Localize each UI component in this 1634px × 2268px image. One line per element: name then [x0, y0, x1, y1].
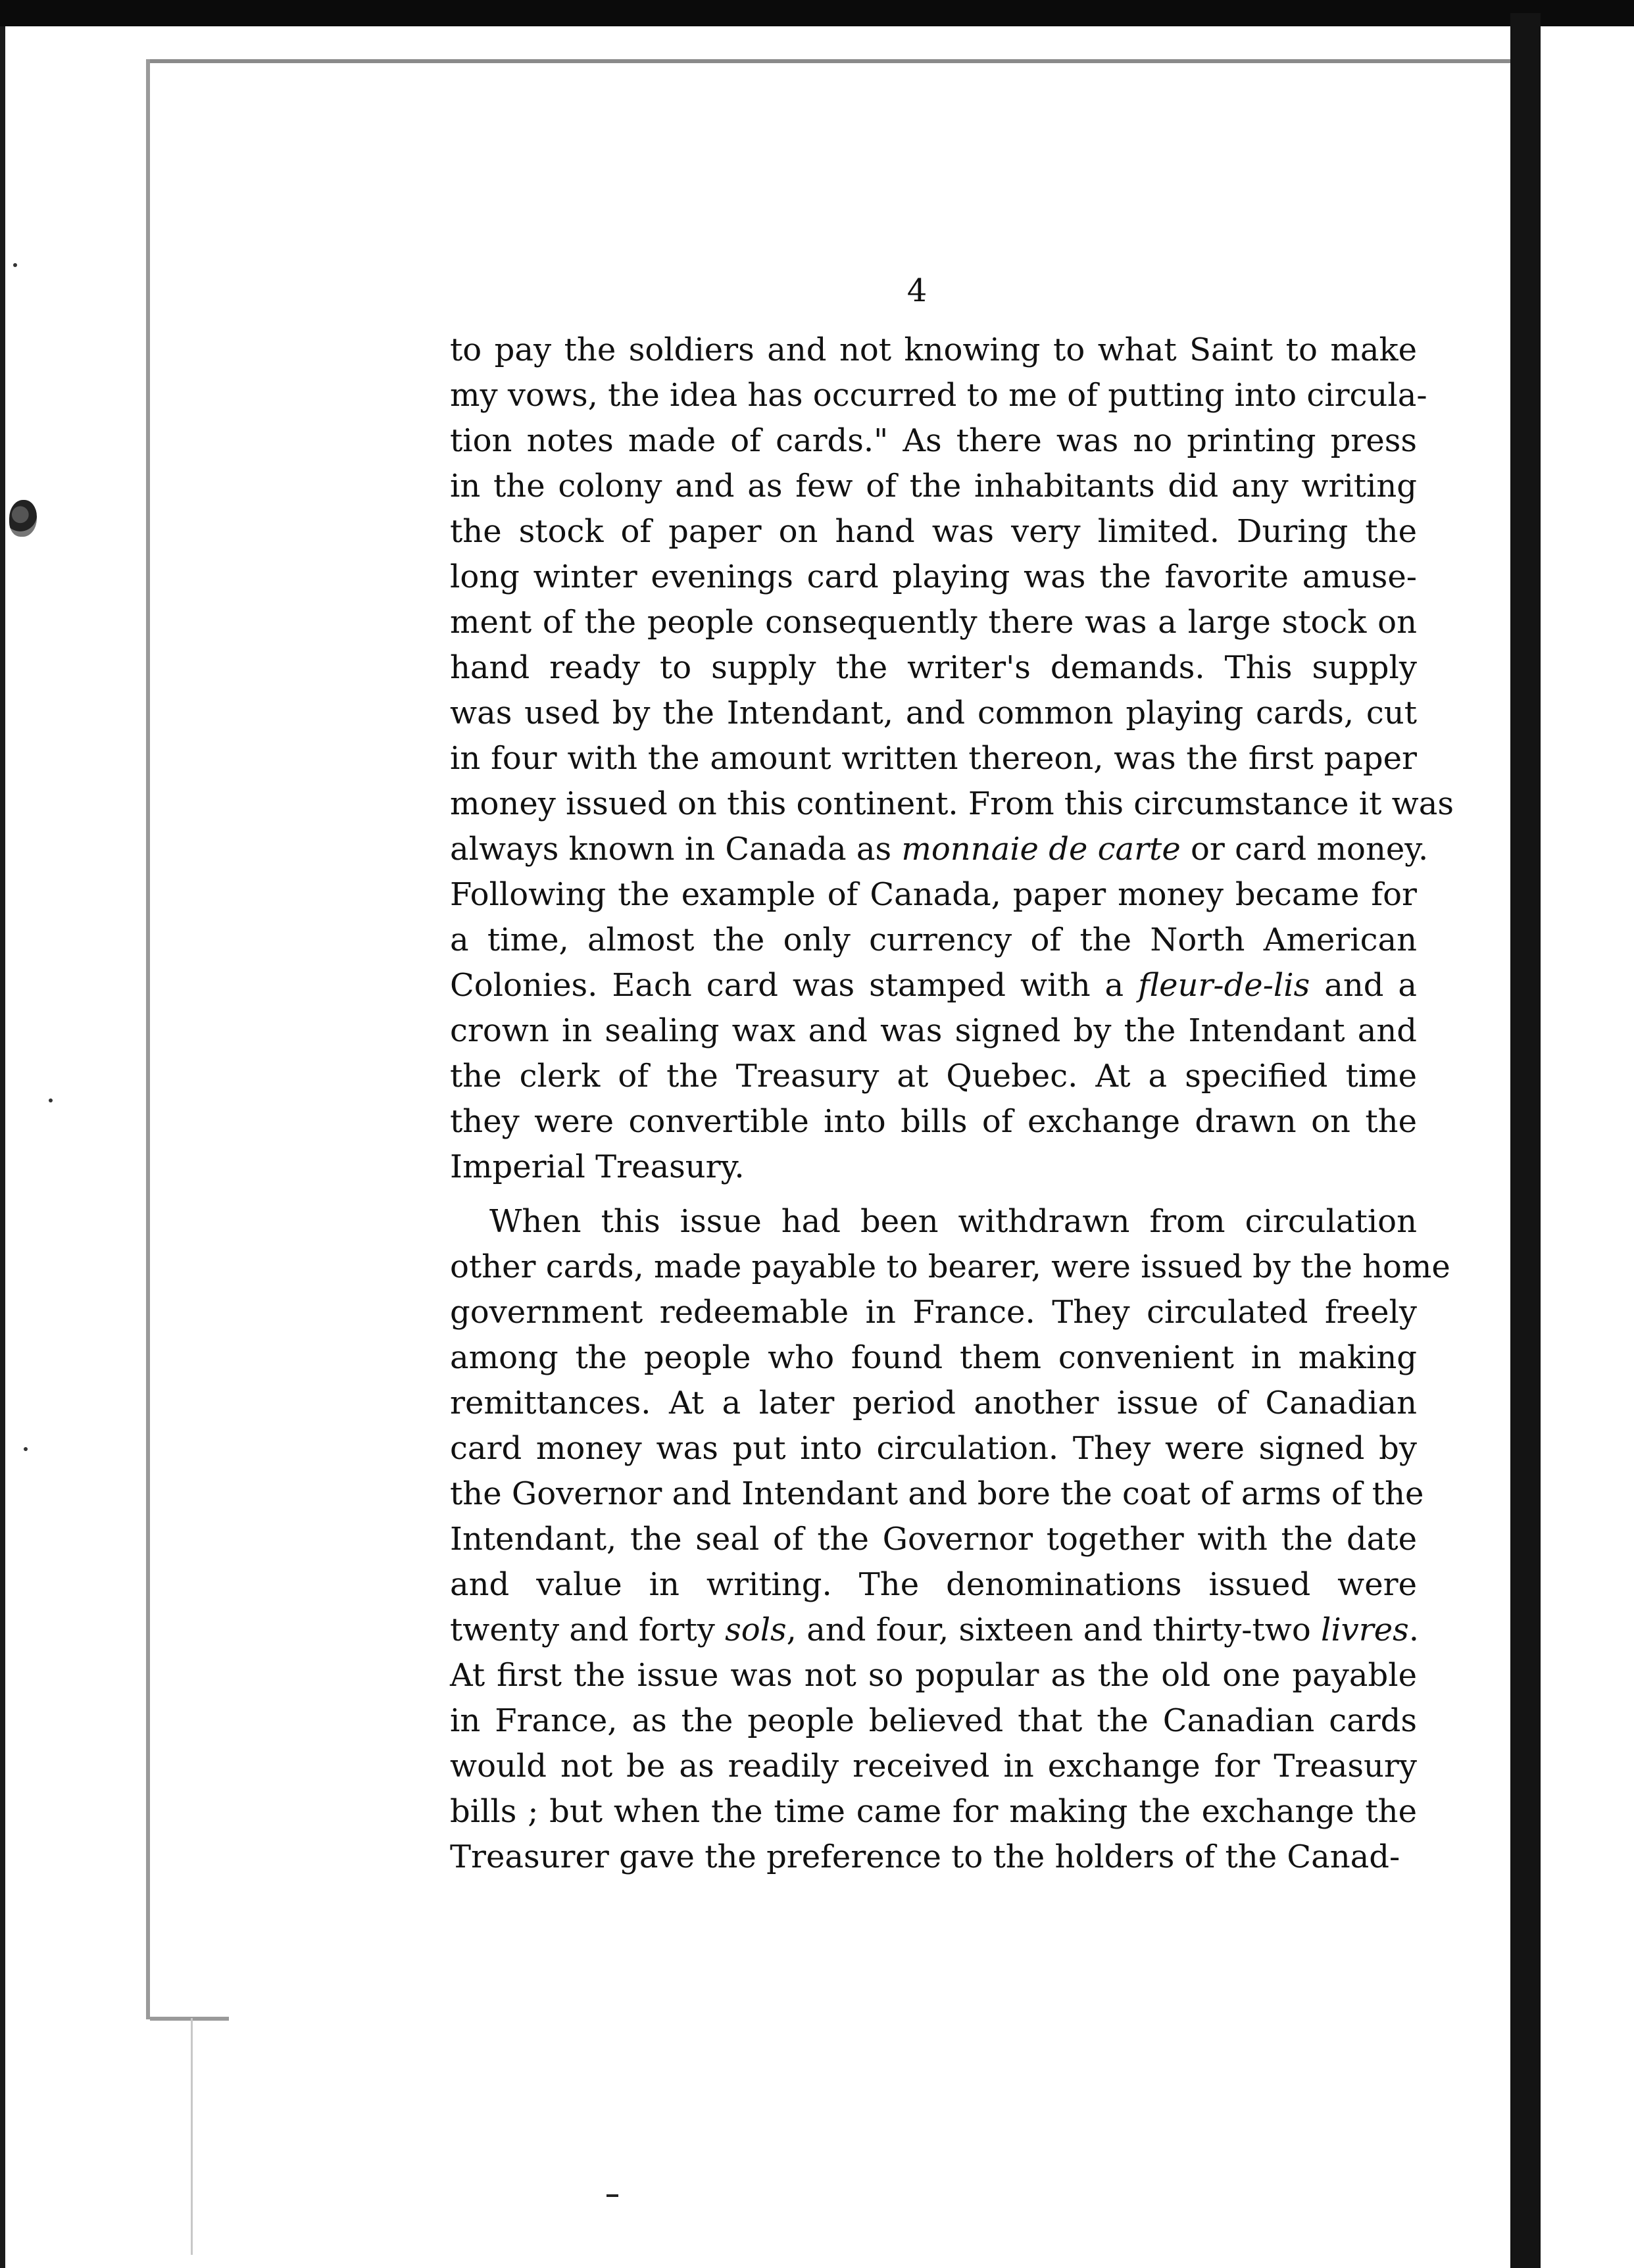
text-line: a time, almost the only currency of the North American	[450, 922, 1417, 958]
text-line: and value in writing. The denominations issued were	[450, 1566, 1417, 1603]
margin-speck	[24, 1447, 28, 1451]
text-line: Treasurer gave the preference to the holders of the Canad-	[450, 1838, 1400, 1875]
text-line: other cards, made payable to bearer, were issued by the home	[450, 1248, 1450, 1285]
margin-speck	[49, 1098, 53, 1102]
text-line: my vows, the idea has occurred to me of putting into circula-	[450, 377, 1427, 414]
text-line: tion notes made of cards." As there was no printing press	[450, 422, 1417, 459]
text-line: bills ; but when the time came for making the exchange the	[450, 1793, 1417, 1830]
text-line: would not be as readily received in exchange for Treasury	[450, 1748, 1417, 1785]
text-line: Following the example of Canada, paper money became for	[450, 876, 1417, 913]
page-fold-corner	[150, 2017, 229, 2021]
page-edge-left	[146, 59, 150, 2019]
text-line: twenty and forty sols, and four, sixteen and thirty-two livres.	[450, 1612, 1420, 1648]
text-line: ment of the people consequently there was a large stock on	[450, 604, 1417, 641]
text-line: they were convertible into bills of exchange drawn on the	[450, 1103, 1417, 1140]
text-line: government redeemable in France. They circulated freely	[450, 1294, 1417, 1331]
text-line: among the people who found them convenient in making	[450, 1339, 1417, 1376]
text-line: long winter evenings card playing was the favorite amuse-	[450, 558, 1417, 595]
text-line: When this issue had been withdrawn from circulation	[489, 1203, 1417, 1240]
bottom-ink-mark	[607, 2194, 618, 2197]
body-text	[450, 328, 1454, 1880]
scan-top-border	[0, 0, 1634, 26]
page-edge-top	[146, 59, 1510, 63]
text-line: always known in Canada as monnaie de carte or card money.	[450, 831, 1429, 868]
text-line: to pay the soldiers and not knowing to what Saint to make	[450, 332, 1417, 368]
text-line: hand ready to supply the writer's demands. This supply	[450, 649, 1417, 686]
text-line: Colonies. Each card was stamped with a fleur-de-lis and a	[450, 967, 1417, 1004]
text-line: in the colony and as few of the inhabitants did any writing	[450, 468, 1417, 505]
text-line: crown in sealing wax and was signed by the Intendant and	[450, 1012, 1417, 1049]
text-line: Imperial Treasury.	[450, 1148, 745, 1185]
text-line: the clerk of the Treasury at Quebec. At a specified time	[450, 1058, 1417, 1095]
text-line: in France, as the people believed that the Canadian cards	[450, 1702, 1417, 1739]
text-line: was used by the Intendant, and common playing cards, cut	[450, 695, 1417, 731]
paragraph	[450, 1199, 1450, 1880]
text-line: At first the issue was not so popular as the old one payable	[450, 1657, 1417, 1694]
text-line: card money was put into circulation. They were signed by	[450, 1430, 1417, 1467]
text-line: the stock of paper on hand was very limited. During the	[450, 513, 1417, 550]
scan-left-border	[0, 26, 5, 2268]
text-line: the Governor and Intendant and bore the coat of arms of the	[450, 1475, 1424, 1512]
text-line: Intendant, the seal of the Governor together with the date	[450, 1521, 1417, 1558]
paragraph	[450, 328, 1454, 1190]
margin-speck	[13, 263, 17, 267]
page-fold-line	[191, 2018, 193, 2255]
book-spine-shadow	[1510, 13, 1541, 2268]
scan-right-margin	[1541, 26, 1634, 2268]
page-number: 4	[906, 272, 928, 309]
text-line: remittances. At a later period another issue of Canadian	[450, 1385, 1417, 1421]
paragraph-gap	[450, 1190, 1417, 1199]
margin-ink-blot	[9, 500, 37, 537]
text-line: in four with the amount written thereon, was the first paper	[450, 740, 1417, 777]
text-line: money issued on this continent. From this circumstance it was	[450, 785, 1454, 822]
